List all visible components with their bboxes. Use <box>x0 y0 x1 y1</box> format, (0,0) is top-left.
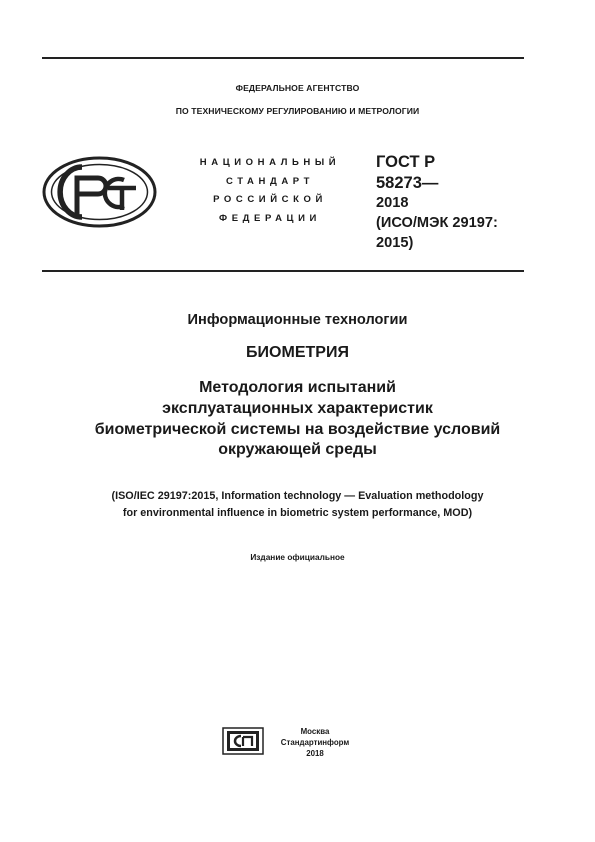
standartinform-logo-icon <box>222 727 264 755</box>
publisher-name: Стандартинформ <box>280 738 350 748</box>
publisher-year: 2018 <box>306 749 324 759</box>
designation-line-2: 58273— <box>376 173 439 192</box>
header-bottom-rule <box>42 270 524 272</box>
national-standard-line-3: РОССИЙСКОЙ <box>213 194 327 205</box>
designation-line-5: 2015) <box>376 235 414 251</box>
national-standard-line-4: ФЕДЕРАЦИИ <box>219 212 321 224</box>
national-standard-label <box>178 154 362 228</box>
subtitle-line-2: эксплуатационных характеристик <box>162 399 433 417</box>
subtitle <box>0 378 595 461</box>
international-reference <box>0 488 595 521</box>
agency-name-line-2: ПО ТЕХНИЧЕСКОМУ РЕГУЛИРОВАНИЮ И МЕТРОЛОГИИ <box>175 106 420 116</box>
national-standard-line-2: СТАНДАРТ <box>226 175 314 187</box>
main-title: БИОМЕТРИЯ <box>246 344 349 361</box>
designation-line-3: 2018 <box>376 195 409 211</box>
standard-designation <box>376 152 526 253</box>
designation-line-1: ГОСТ Р <box>376 153 436 171</box>
agency-name-line-1: ФЕДЕРАЛЬНОЕ АГЕНТСТВО <box>235 83 360 93</box>
subtitle-line-3: биометрической системы на воздействие условий <box>94 420 501 438</box>
designation-line-4: (ИСО/МЭК 29197: <box>376 215 498 231</box>
rst-certification-mark-icon <box>42 156 157 228</box>
edition-label: Издание официальное <box>250 552 345 562</box>
top-rule <box>42 57 524 59</box>
national-standard-line-1: НАЦИОНАЛЬНЫЙ <box>199 157 341 168</box>
general-title: Информационные технологии <box>187 312 408 328</box>
subtitle-line-1: Методология испытаний <box>199 379 396 396</box>
international-reference-line-2: for environmental influence in biometric system performance, MOD) <box>122 506 473 519</box>
subtitle-line-4: окружающей среды <box>218 441 377 459</box>
international-reference-line-1: (ISO/IEC 29197:2015, Information technology — Evaluation methodology <box>111 490 484 502</box>
publisher-city: Москва <box>300 727 330 736</box>
publisher-block <box>270 726 360 760</box>
